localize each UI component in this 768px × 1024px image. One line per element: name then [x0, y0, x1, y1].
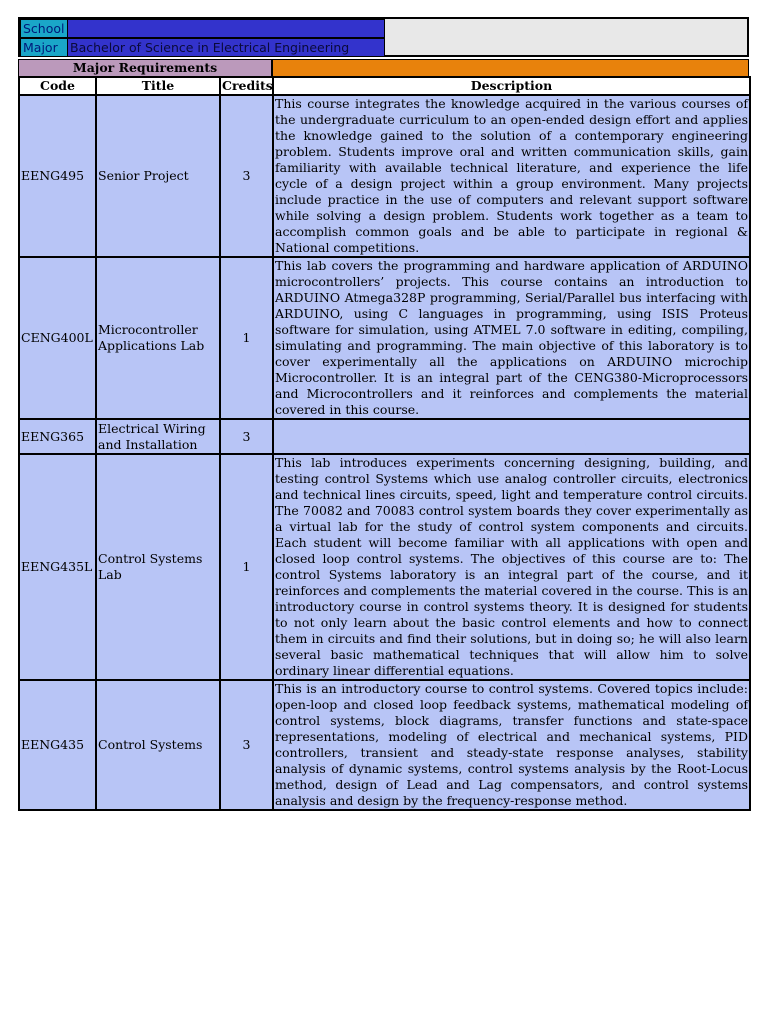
table-row [19, 419, 750, 454]
course-title: Microcontroller Applications Lab [96, 257, 220, 419]
course-code: EENG365 [19, 419, 96, 454]
course-description: This lab covers the programming and hardware application of ARDUINO microcontrollers’ projects. This course contains an introduction to ARDUINO Atmega328P programming, Serial/Parallel bus interfacing with ARDUINO, using C languages in programming, using ISIS Proteus software for simulation, using ATMEL 7.0 software in editing, compiling, simulating and programming. The main objective of this laboratory is to cover experimentally all the applications on ARDUINO microchip Microcontroller. It is an integral part of the CENG380-Microprocessors and Microcontrollers and it reinforces and complements the material covered in this course. [275, 258, 748, 417]
major-label: Major [20, 38, 68, 57]
course-code: CENG400L [19, 257, 96, 419]
course-credits: 3 [220, 680, 273, 810]
course-title: Senior Project [96, 95, 220, 257]
section-bar [272, 59, 749, 77]
requirements-table [18, 76, 751, 811]
major-value: Bachelor of Science in Electrical Engineering [67, 38, 385, 57]
school-value [67, 19, 385, 38]
course-title: Control Systems Lab [96, 454, 220, 680]
column-header-credits: Credits [222, 78, 273, 93]
course-code: EENG435 [19, 680, 96, 810]
section-title: Major Requirements [18, 59, 272, 77]
column-header-description: Description [273, 77, 750, 95]
table-row [19, 454, 750, 680]
course-title: Electrical Wiring and Installation [96, 419, 220, 454]
course-credits: 1 [220, 257, 273, 419]
column-header-code: Code [19, 77, 96, 95]
course-description [273, 419, 750, 454]
course-description: This course integrates the knowledge acquired in the various courses of the undergraduate curriculum to an open-ended design effort and applies the knowledge gained to the solution of a contemporary engineering problem. Students improve oral and written communication skills, gain familiarity with available technical literature, and experience the life cycle of a design project within a group environment. Many projects include practice in the use of computers and relevant support software while solving a design problem. Students work together as a team to accomplish common goals and be able to participate in regional & National competitions. [275, 96, 748, 255]
school-label: School [20, 19, 68, 38]
table-row [19, 680, 750, 810]
table-header-row [19, 77, 750, 95]
table-row [19, 257, 750, 419]
course-code: EENG495 [19, 95, 96, 257]
course-credits: 1 [220, 454, 273, 680]
course-title: Control Systems [96, 680, 220, 810]
column-header-title: Title [96, 77, 220, 95]
course-credits: 3 [220, 95, 273, 257]
course-credits: 3 [220, 419, 273, 454]
course-code: EENG435L [19, 454, 96, 680]
course-description: This lab introduces experiments concerning designing, building, and testing control Systems which use analog controller circuits, electronics and technical lines circuits, speed, light and temperature control circuits. The 70082 and 70083 control system boards they cover experimentally as a virtual lab for the study of control system components and circuits. Each student will become familiar with all applications with open and closed loop control systems. The objectives of this course are to: The control Systems laboratory is an integral part of the course, and it reinforces and complements the material covered in the course. This is an introductory course in control systems theory. It is designed for students to not only learn about the basic control elements and how to connect them in circuits and find their solutions, but in doing so; he will also learn several basic mathematical techniques that will allow him to solve ordinary linear differential equations. [275, 455, 748, 678]
table-row [19, 95, 750, 257]
program-header [18, 17, 749, 57]
course-description: This is an introductory course to control systems. Covered topics include: open-loop and closed loop feedback systems, mathematical modeling of control systems, block diagrams, transfer functions and state-space representations, modeling of electrical and mechanical systems, PID controllers, transient and steady-state response analyses, stability analysis of dynamic systems, control systems analysis by the Root-Locus method, design of Lead and Lag compensators, and control systems analysis and design by the frequency-response method. [275, 681, 748, 808]
